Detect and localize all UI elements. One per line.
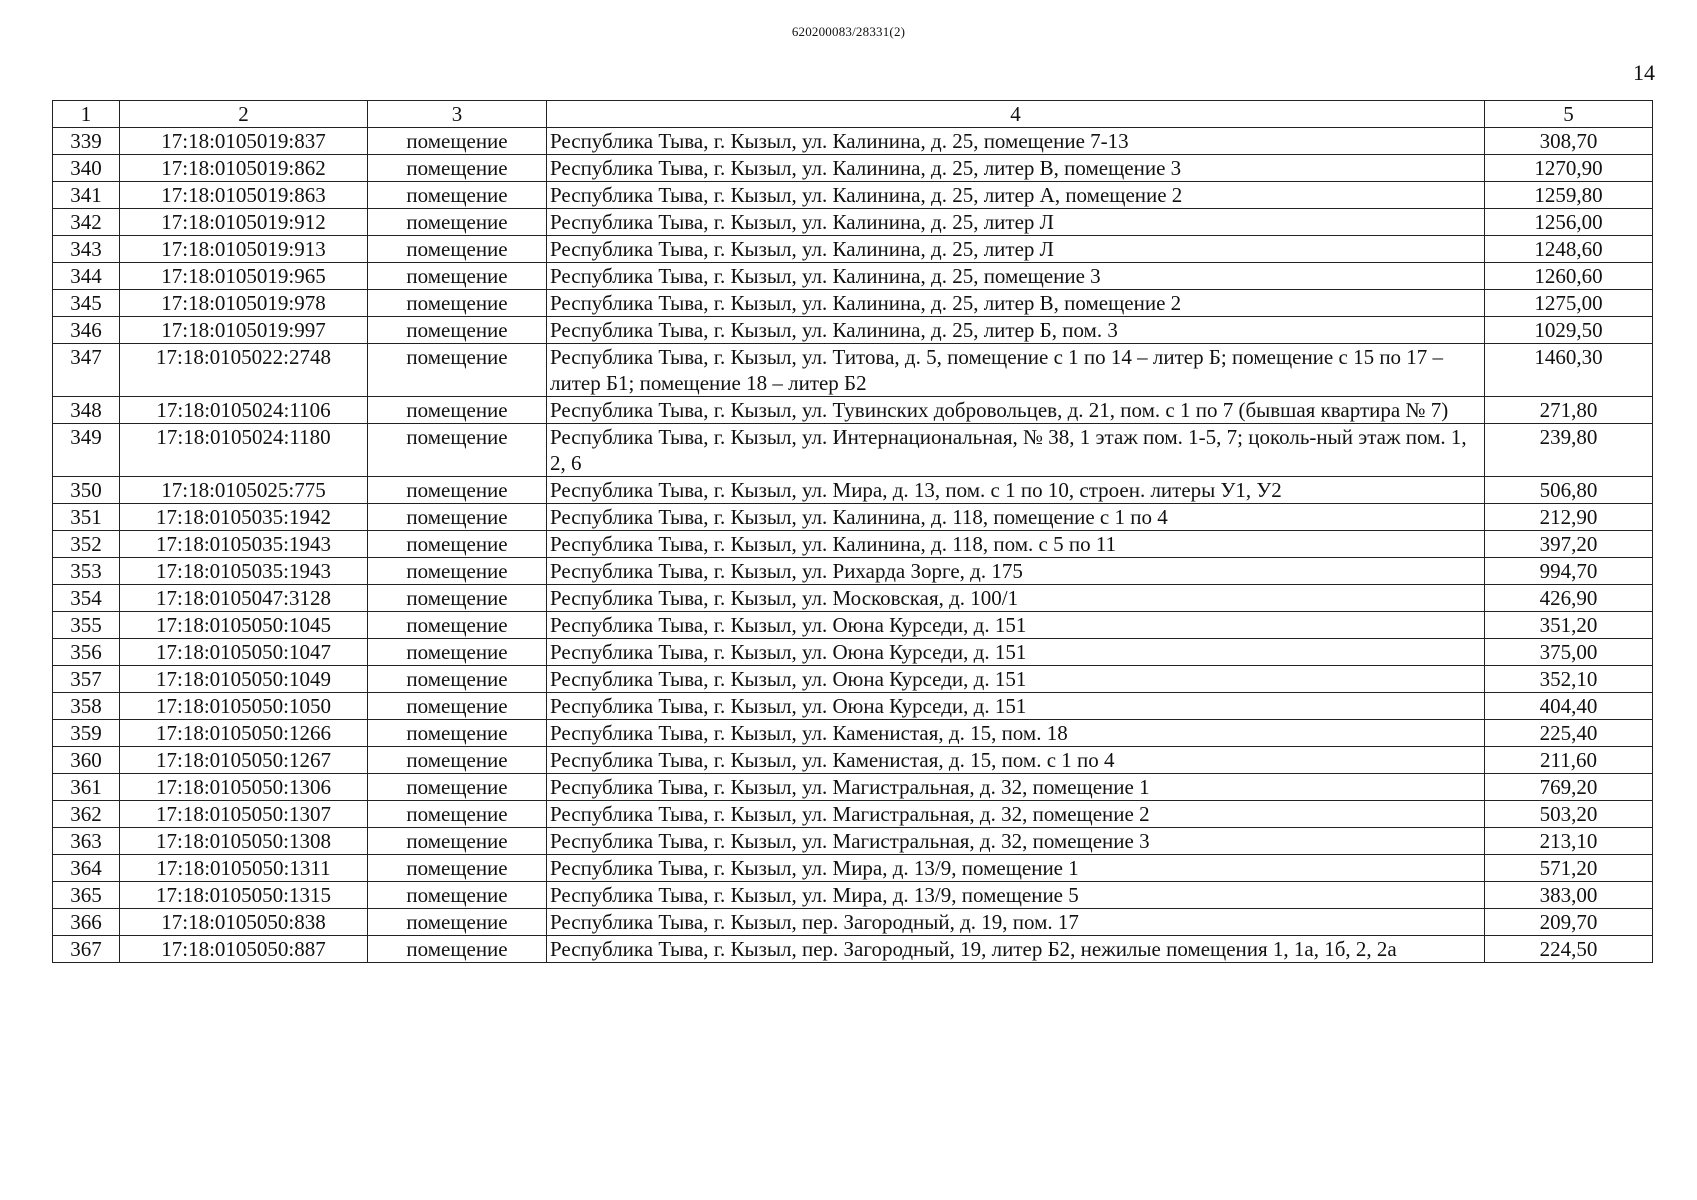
object-type: помещение xyxy=(368,182,547,209)
column-header-5: 5 xyxy=(1485,101,1653,128)
area-value: 352,10 xyxy=(1485,666,1653,693)
object-type: помещение xyxy=(368,936,547,963)
column-header-1: 1 xyxy=(53,101,120,128)
address: Республика Тыва, г. Кызыл, ул. Магистральная, д. 32, помещение 3 xyxy=(547,828,1485,855)
address: Республика Тыва, г. Кызыл, ул. Калинина, д. 25, литер В, помещение 2 xyxy=(547,290,1485,317)
column-header-3: 3 xyxy=(368,101,547,128)
table-body xyxy=(53,128,1653,963)
table-row xyxy=(53,424,1653,477)
cadastral-number: 17:18:0105019:978 xyxy=(120,290,368,317)
row-number: 359 xyxy=(53,720,120,747)
cadastral-number: 17:18:0105050:1308 xyxy=(120,828,368,855)
address: Республика Тыва, г. Кызыл, ул. Оюна Курседи, д. 151 xyxy=(547,612,1485,639)
row-number: 350 xyxy=(53,477,120,504)
row-number: 356 xyxy=(53,639,120,666)
table-row xyxy=(53,182,1653,209)
table-row xyxy=(53,909,1653,936)
object-type: помещение xyxy=(368,424,547,477)
address: Республика Тыва, г. Кызыл, ул. Оюна Курседи, д. 151 xyxy=(547,639,1485,666)
page-number: 14 xyxy=(1633,60,1655,85)
object-type: помещение xyxy=(368,155,547,182)
row-number: 341 xyxy=(53,182,120,209)
cadastral-number: 17:18:0105025:775 xyxy=(120,477,368,504)
address: Республика Тыва, г. Кызыл, ул. Каменистая, д. 15, пом. 18 xyxy=(547,720,1485,747)
address: Республика Тыва, г. Кызыл, ул. Магистральная, д. 32, помещение 2 xyxy=(547,801,1485,828)
cadastral-number: 17:18:0105019:965 xyxy=(120,263,368,290)
cadastral-number: 17:18:0105050:1306 xyxy=(120,774,368,801)
address: Республика Тыва, г. Кызыл, ул. Титова, д. 5, помещение с 1 по 14 – литер Б; помещение с 15 по 17 – литер Б1; помещение 18 – литер Б2 xyxy=(547,344,1485,397)
area-value: 225,40 xyxy=(1485,720,1653,747)
row-number: 342 xyxy=(53,209,120,236)
address: Республика Тыва, г. Кызыл, ул. Московская, д. 100/1 xyxy=(547,585,1485,612)
table-row xyxy=(53,585,1653,612)
table-row xyxy=(53,855,1653,882)
area-value: 1248,60 xyxy=(1485,236,1653,263)
row-number: 362 xyxy=(53,801,120,828)
cadastral-number: 17:18:0105022:2748 xyxy=(120,344,368,397)
row-number: 355 xyxy=(53,612,120,639)
document-id: 620200083/28331(2) xyxy=(791,24,906,39)
object-type: помещение xyxy=(368,344,547,397)
table-row xyxy=(53,882,1653,909)
area-value: 224,50 xyxy=(1485,936,1653,963)
table-row xyxy=(53,639,1653,666)
cadastral-number: 17:18:0105050:1049 xyxy=(120,666,368,693)
row-number: 361 xyxy=(53,774,120,801)
area-value: 1275,00 xyxy=(1485,290,1653,317)
table-row xyxy=(53,155,1653,182)
area-value: 503,20 xyxy=(1485,801,1653,828)
object-type: помещение xyxy=(368,585,547,612)
row-number: 351 xyxy=(53,504,120,531)
table-row xyxy=(53,747,1653,774)
table-header-row xyxy=(53,101,1653,128)
address: Республика Тыва, г. Кызыл, ул. Калинина, д. 118, пом. с 5 по 11 xyxy=(547,531,1485,558)
table-row xyxy=(53,209,1653,236)
column-header-4: 4 xyxy=(547,101,1485,128)
table-row xyxy=(53,666,1653,693)
table-row xyxy=(53,263,1653,290)
table-row xyxy=(53,774,1653,801)
object-type: помещение xyxy=(368,477,547,504)
table-row xyxy=(53,344,1653,397)
row-number: 358 xyxy=(53,693,120,720)
area-value: 404,40 xyxy=(1485,693,1653,720)
address: Республика Тыва, г. Кызыл, ул. Рихарда Зорге, д. 175 xyxy=(547,558,1485,585)
cadastral-number: 17:18:0105050:1307 xyxy=(120,801,368,828)
row-number: 349 xyxy=(53,424,120,477)
object-type: помещение xyxy=(368,209,547,236)
object-type: помещение xyxy=(368,855,547,882)
cadastral-number: 17:18:0105050:1266 xyxy=(120,720,368,747)
cadastral-number: 17:18:0105047:3128 xyxy=(120,585,368,612)
row-number: 344 xyxy=(53,263,120,290)
table-row xyxy=(53,801,1653,828)
row-number: 367 xyxy=(53,936,120,963)
object-type: помещение xyxy=(368,720,547,747)
address: Республика Тыва, г. Кызыл, ул. Мира, д. 13/9, помещение 5 xyxy=(547,882,1485,909)
address: Республика Тыва, г. Кызыл, ул. Калинина, д. 25, помещение 3 xyxy=(547,263,1485,290)
object-type: помещение xyxy=(368,128,547,155)
cadastral-number: 17:18:0105035:1943 xyxy=(120,558,368,585)
cadastral-number: 17:18:0105035:1943 xyxy=(120,531,368,558)
address: Республика Тыва, г. Кызыл, ул. Калинина, д. 25, литер Л xyxy=(547,209,1485,236)
table-row xyxy=(53,558,1653,585)
area-value: 1270,90 xyxy=(1485,155,1653,182)
area-value: 213,10 xyxy=(1485,828,1653,855)
cadastral-number: 17:18:0105024:1106 xyxy=(120,397,368,424)
address: Республика Тыва, г. Кызыл, ул. Калинина, д. 118, помещение с 1 по 4 xyxy=(547,504,1485,531)
table-row xyxy=(53,936,1653,963)
address: Республика Тыва, г. Кызыл, ул. Оюна Курседи, д. 151 xyxy=(547,693,1485,720)
object-type: помещение xyxy=(368,397,547,424)
area-value: 1256,00 xyxy=(1485,209,1653,236)
area-value: 308,70 xyxy=(1485,128,1653,155)
object-type: помещение xyxy=(368,774,547,801)
table-row xyxy=(53,477,1653,504)
row-number: 364 xyxy=(53,855,120,882)
row-number: 348 xyxy=(53,397,120,424)
table-row xyxy=(53,504,1653,531)
cadastral-number: 17:18:0105019:862 xyxy=(120,155,368,182)
table-row xyxy=(53,236,1653,263)
object-type: помещение xyxy=(368,828,547,855)
cadastral-number: 17:18:0105050:1315 xyxy=(120,882,368,909)
cadastral-number: 17:18:0105050:1047 xyxy=(120,639,368,666)
address: Республика Тыва, г. Кызыл, ул. Магистральная, д. 32, помещение 1 xyxy=(547,774,1485,801)
object-type: помещение xyxy=(368,747,547,774)
object-type: помещение xyxy=(368,882,547,909)
cadastral-number: 17:18:0105050:1045 xyxy=(120,612,368,639)
object-type: помещение xyxy=(368,612,547,639)
address: Республика Тыва, г. Кызыл, пер. Загородный, д. 19, пом. 17 xyxy=(547,909,1485,936)
object-type: помещение xyxy=(368,263,547,290)
address: Республика Тыва, г. Кызыл, ул. Оюна Курседи, д. 151 xyxy=(547,666,1485,693)
area-value: 1029,50 xyxy=(1485,317,1653,344)
cadastral-number: 17:18:0105019:837 xyxy=(120,128,368,155)
row-number: 365 xyxy=(53,882,120,909)
area-value: 769,20 xyxy=(1485,774,1653,801)
cadastral-number: 17:18:0105050:887 xyxy=(120,936,368,963)
address: Республика Тыва, г. Кызыл, ул. Калинина, д. 25, литер А, помещение 2 xyxy=(547,182,1485,209)
row-number: 360 xyxy=(53,747,120,774)
area-value: 397,20 xyxy=(1485,531,1653,558)
table-row xyxy=(53,397,1653,424)
row-number: 343 xyxy=(53,236,120,263)
address: Республика Тыва, г. Кызыл, ул. Интернациональная, № 38, 1 этаж пом. 1-5, 7; цоколь-ный этаж пом. 1, 2, 6 xyxy=(547,424,1485,477)
object-type: помещение xyxy=(368,236,547,263)
address: Республика Тыва, г. Кызыл, ул. Калинина, д. 25, литер Б, пом. 3 xyxy=(547,317,1485,344)
table-row xyxy=(53,317,1653,344)
property-registry-table xyxy=(52,100,1653,963)
row-number: 340 xyxy=(53,155,120,182)
address: Республика Тыва, г. Кызыл, ул. Тувинских добровольцев, д. 21, пом. с 1 по 7 (бывшая квартира № 7) xyxy=(547,397,1485,424)
object-type: помещение xyxy=(368,693,547,720)
object-type: помещение xyxy=(368,639,547,666)
address: Республика Тыва, г. Кызыл, ул. Мира, д. 13/9, помещение 1 xyxy=(547,855,1485,882)
area-value: 209,70 xyxy=(1485,909,1653,936)
object-type: помещение xyxy=(368,666,547,693)
column-header-2: 2 xyxy=(120,101,368,128)
area-value: 426,90 xyxy=(1485,585,1653,612)
address: Республика Тыва, г. Кызыл, ул. Калинина, д. 25, литер В, помещение 3 xyxy=(547,155,1485,182)
cadastral-number: 17:18:0105019:912 xyxy=(120,209,368,236)
cadastral-number: 17:18:0105050:1267 xyxy=(120,747,368,774)
address: Республика Тыва, г. Кызыл, ул. Калинина, д. 25, помещение 7-13 xyxy=(547,128,1485,155)
row-number: 354 xyxy=(53,585,120,612)
table-row xyxy=(53,720,1653,747)
object-type: помещение xyxy=(368,909,547,936)
cadastral-number: 17:18:0105019:997 xyxy=(120,317,368,344)
row-number: 346 xyxy=(53,317,120,344)
row-number: 366 xyxy=(53,909,120,936)
area-value: 212,90 xyxy=(1485,504,1653,531)
cadastral-number: 17:18:0105024:1180 xyxy=(120,424,368,477)
row-number: 353 xyxy=(53,558,120,585)
object-type: помещение xyxy=(368,531,547,558)
row-number: 352 xyxy=(53,531,120,558)
address: Республика Тыва, г. Кызыл, пер. Загородный, 19, литер Б2, нежилые помещения 1, 1а, 1б, 2, 2а xyxy=(547,936,1485,963)
object-type: помещение xyxy=(368,317,547,344)
cadastral-number: 17:18:0105019:913 xyxy=(120,236,368,263)
table-row xyxy=(53,693,1653,720)
row-number: 363 xyxy=(53,828,120,855)
area-value: 375,00 xyxy=(1485,639,1653,666)
address: Республика Тыва, г. Кызыл, ул. Калинина, д. 25, литер Л xyxy=(547,236,1485,263)
area-value: 994,70 xyxy=(1485,558,1653,585)
row-number: 339 xyxy=(53,128,120,155)
cadastral-number: 17:18:0105050:838 xyxy=(120,909,368,936)
row-number: 357 xyxy=(53,666,120,693)
cadastral-number: 17:18:0105019:863 xyxy=(120,182,368,209)
area-value: 506,80 xyxy=(1485,477,1653,504)
area-value: 271,80 xyxy=(1485,397,1653,424)
area-value: 1260,60 xyxy=(1485,263,1653,290)
row-number: 345 xyxy=(53,290,120,317)
address: Республика Тыва, г. Кызыл, ул. Каменистая, д. 15, пом. с 1 по 4 xyxy=(547,747,1485,774)
area-value: 211,60 xyxy=(1485,747,1653,774)
object-type: помещение xyxy=(368,290,547,317)
table-row xyxy=(53,290,1653,317)
cadastral-number: 17:18:0105050:1050 xyxy=(120,693,368,720)
object-type: помещение xyxy=(368,801,547,828)
table-row xyxy=(53,828,1653,855)
table-row xyxy=(53,612,1653,639)
address: Республика Тыва, г. Кызыл, ул. Мира, д. 13, пом. с 1 по 10, строен. литеры У1, У2 xyxy=(547,477,1485,504)
object-type: помещение xyxy=(368,558,547,585)
table-row xyxy=(53,128,1653,155)
table-row xyxy=(53,531,1653,558)
object-type: помещение xyxy=(368,504,547,531)
area-value: 571,20 xyxy=(1485,855,1653,882)
cadastral-number: 17:18:0105050:1311 xyxy=(120,855,368,882)
row-number: 347 xyxy=(53,344,120,397)
area-value: 239,80 xyxy=(1485,424,1653,477)
area-value: 1460,30 xyxy=(1485,344,1653,397)
cadastral-number: 17:18:0105035:1942 xyxy=(120,504,368,531)
area-value: 383,00 xyxy=(1485,882,1653,909)
area-value: 351,20 xyxy=(1485,612,1653,639)
area-value: 1259,80 xyxy=(1485,182,1653,209)
